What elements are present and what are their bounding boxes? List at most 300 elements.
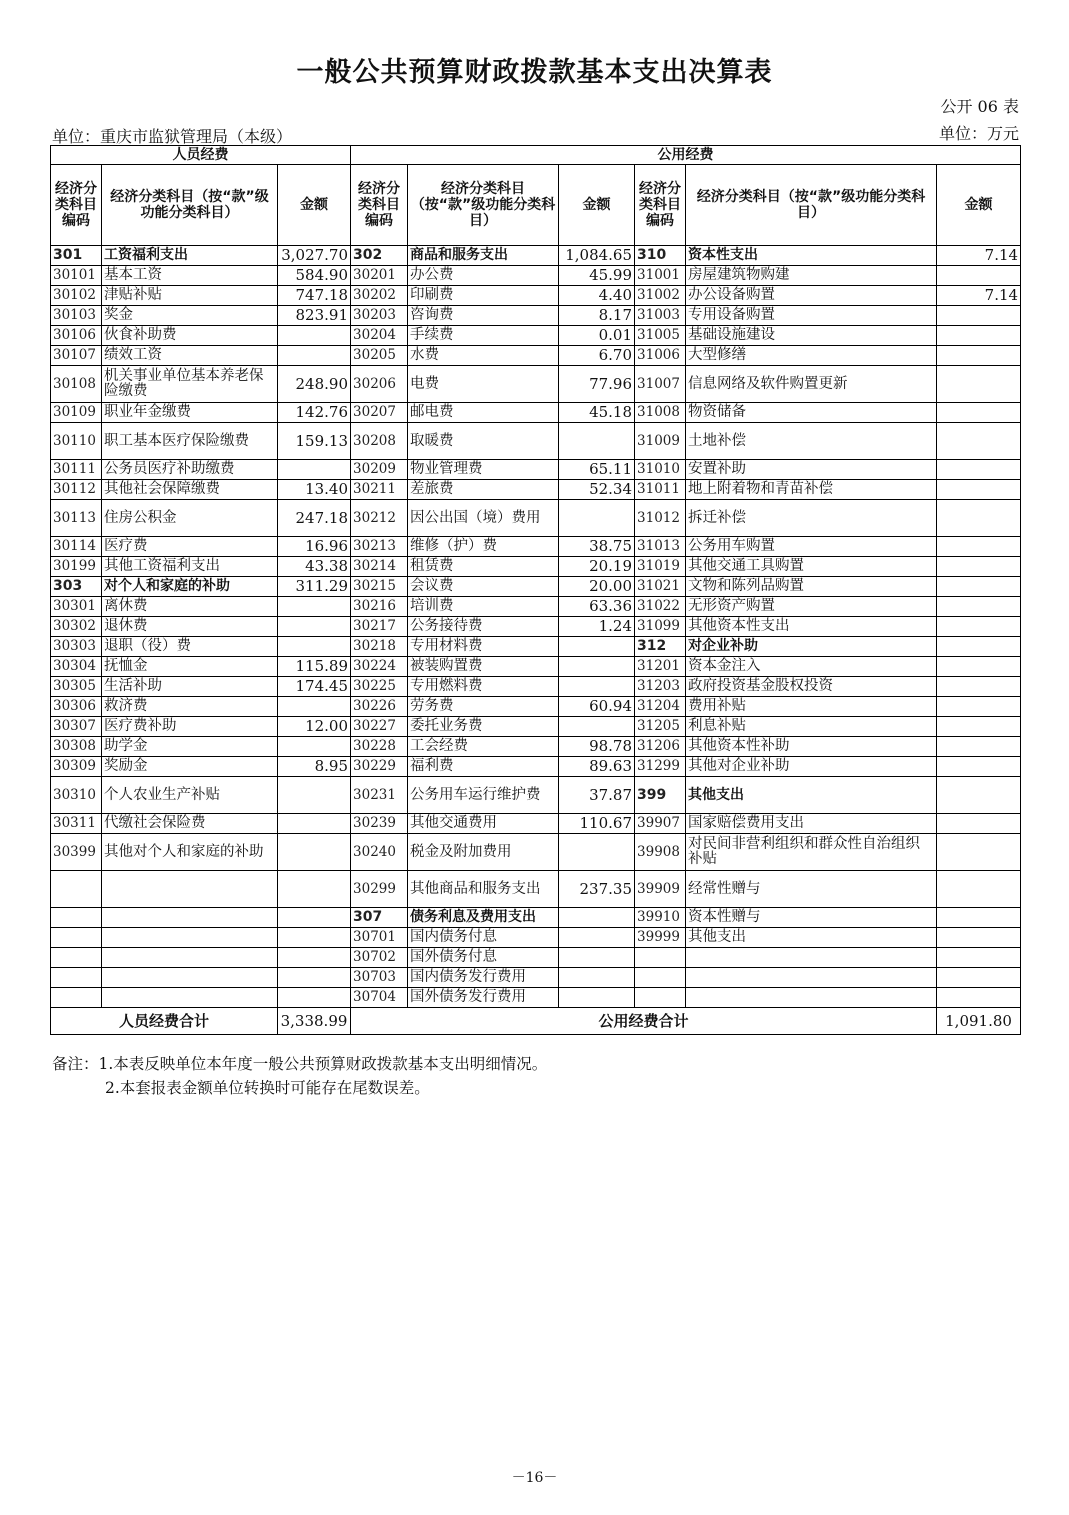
table-row xyxy=(51,366,1021,403)
amount-cell xyxy=(937,697,1021,717)
table-row xyxy=(51,266,1021,286)
amount-cell xyxy=(559,657,635,677)
subject-name-cell: 其他资本性支出 xyxy=(686,617,937,637)
subject-code-cell: 30218 xyxy=(351,637,408,657)
subject-code-cell: 31013 xyxy=(635,537,686,557)
subject-code-cell: 30212 xyxy=(351,500,408,537)
amount-cell: 16.96 xyxy=(278,537,351,557)
amount-cell xyxy=(278,326,351,346)
table-row xyxy=(51,968,1021,988)
subject-code-cell: 30308 xyxy=(51,737,102,757)
subject-code-cell: 302 xyxy=(351,246,408,266)
subject-name-cell: 专用设备购置 xyxy=(686,306,937,326)
subject-code-cell xyxy=(51,928,102,948)
amount-cell: 65.11 xyxy=(559,460,635,480)
amount-cell: 38.75 xyxy=(559,537,635,557)
amount-cell: 89.63 xyxy=(559,757,635,777)
subject-code-cell: 30703 xyxy=(351,968,408,988)
amount-cell: 1,084.65 xyxy=(559,246,635,266)
subject-name-cell: 维修（护）费 xyxy=(408,537,559,557)
subject-code-cell: 31009 xyxy=(635,423,686,460)
amount-cell xyxy=(937,403,1021,423)
amount-cell xyxy=(937,597,1021,617)
table-row xyxy=(51,948,1021,968)
amount-cell xyxy=(937,834,1021,871)
header-subject-3: 经济分类科目（按“款”级功能分类科目） xyxy=(686,165,937,246)
amount-cell: 247.18 xyxy=(278,500,351,537)
subject-code-cell: 31011 xyxy=(635,480,686,500)
notes xyxy=(52,1052,547,1100)
subject-code-cell: 307 xyxy=(351,908,408,928)
amount-cell xyxy=(937,757,1021,777)
personnel-total-amount: 3,338.99 xyxy=(278,1008,351,1035)
subject-code-cell: 30103 xyxy=(51,306,102,326)
amount-cell xyxy=(937,577,1021,597)
amount-cell: 174.45 xyxy=(278,677,351,697)
subject-code-cell: 30108 xyxy=(51,366,102,403)
subject-code-cell: 399 xyxy=(635,777,686,814)
amount-cell xyxy=(278,346,351,366)
table-row xyxy=(51,814,1021,834)
subject-name-cell: 经常性赠与 xyxy=(686,871,937,908)
subject-code-cell: 30399 xyxy=(51,834,102,871)
amount-cell xyxy=(937,677,1021,697)
subject-name-cell: 公务用车购置 xyxy=(686,537,937,557)
page-number: －16－ xyxy=(511,1470,558,1486)
subject-name-cell: 公务接待费 xyxy=(408,617,559,637)
amount-cell: 142.76 xyxy=(278,403,351,423)
subject-name-cell: 水费 xyxy=(408,346,559,366)
subject-code-cell: 30701 xyxy=(351,928,408,948)
subject-name-cell: 基础设施建设 xyxy=(686,326,937,346)
table-row xyxy=(51,717,1021,737)
subject-code-cell: 30114 xyxy=(51,537,102,557)
subject-code-cell: 310 xyxy=(635,246,686,266)
amount-cell: 20.19 xyxy=(559,557,635,577)
table-row xyxy=(51,246,1021,266)
subject-name-cell: 医疗费补助 xyxy=(102,717,278,737)
subject-name-cell: 安置补助 xyxy=(686,460,937,480)
subject-code-cell: 30110 xyxy=(51,423,102,460)
subject-code-cell: 30202 xyxy=(351,286,408,306)
subject-name-cell: 培训费 xyxy=(408,597,559,617)
amount-cell: 159.13 xyxy=(278,423,351,460)
amount-cell xyxy=(278,834,351,871)
subject-code-cell: 30704 xyxy=(351,988,408,1008)
amount-cell: 63.36 xyxy=(559,597,635,617)
subject-code-cell xyxy=(51,988,102,1008)
subject-name-cell: 对民间非营利组织和群众性自治组织补贴 xyxy=(686,834,937,871)
subject-code-cell: 31204 xyxy=(635,697,686,717)
subject-code-cell: 30216 xyxy=(351,597,408,617)
amount-cell xyxy=(937,948,1021,968)
subject-name-cell: 其他交通工具购置 xyxy=(686,557,937,577)
subject-name-cell: 电费 xyxy=(408,366,559,403)
subject-code-cell: 30303 xyxy=(51,637,102,657)
table-row xyxy=(51,757,1021,777)
subject-code-cell xyxy=(51,968,102,988)
subject-code-cell: 30302 xyxy=(51,617,102,637)
note-line-2: 2.本套报表金额单位转换时可能存在尾数误差。 xyxy=(105,1079,430,1097)
subject-code-cell: 30307 xyxy=(51,717,102,737)
amount-cell xyxy=(559,637,635,657)
amount-cell xyxy=(559,423,635,460)
subject-name-cell: 专用材料费 xyxy=(408,637,559,657)
amount-cell: 1.24 xyxy=(559,617,635,637)
subject-name-cell: 救济费 xyxy=(102,697,278,717)
subject-code-cell: 39999 xyxy=(635,928,686,948)
subject-name-cell: 差旅费 xyxy=(408,480,559,500)
subject-name-cell: 对个人和家庭的补助 xyxy=(102,577,278,597)
subject-name-cell: 租赁费 xyxy=(408,557,559,577)
header-row-groups xyxy=(51,146,1021,165)
amount-cell: 747.18 xyxy=(278,286,351,306)
table-row xyxy=(51,737,1021,757)
subject-name-cell: 政府投资基金股权投资 xyxy=(686,677,937,697)
amount-cell xyxy=(559,834,635,871)
amount-cell: 7.14 xyxy=(937,286,1021,306)
public-total-amount: 1,091.80 xyxy=(937,1008,1021,1035)
subject-name-cell: 其他交通费用 xyxy=(408,814,559,834)
subject-code-cell: 30301 xyxy=(51,597,102,617)
form-number: 公开 06 表 xyxy=(940,97,1019,116)
subject-name-cell: 生活补助 xyxy=(102,677,278,697)
subject-name-cell xyxy=(102,948,278,968)
amount-cell xyxy=(937,537,1021,557)
amount-cell: 52.34 xyxy=(559,480,635,500)
amount-cell xyxy=(278,908,351,928)
table-row xyxy=(51,537,1021,557)
subject-name-cell: 工会经费 xyxy=(408,737,559,757)
subject-code-cell: 31005 xyxy=(635,326,686,346)
subject-code-cell: 30207 xyxy=(351,403,408,423)
amount-cell xyxy=(937,968,1021,988)
amount-cell xyxy=(937,657,1021,677)
subject-name-cell: 其他资本性补助 xyxy=(686,737,937,757)
subject-name-cell: 无形资产购置 xyxy=(686,597,937,617)
subject-code-cell: 30306 xyxy=(51,697,102,717)
subject-code-cell xyxy=(635,988,686,1008)
amount-cell: 0.01 xyxy=(559,326,635,346)
subject-name-cell: 债务利息及费用支出 xyxy=(408,908,559,928)
amount-cell xyxy=(937,480,1021,500)
amount-cell: 60.94 xyxy=(559,697,635,717)
subject-name-cell xyxy=(102,908,278,928)
subject-name-cell: 伙食补助费 xyxy=(102,326,278,346)
amount-cell xyxy=(937,366,1021,403)
subject-code-cell: 30304 xyxy=(51,657,102,677)
subject-name-cell: 奖金 xyxy=(102,306,278,326)
header-amount-3: 金额 xyxy=(937,165,1021,246)
amount-cell xyxy=(937,814,1021,834)
subject-code-cell: 301 xyxy=(51,246,102,266)
amount-cell xyxy=(937,988,1021,1008)
subject-name-cell: 资本性赠与 xyxy=(686,908,937,928)
amount-cell: 98.78 xyxy=(559,737,635,757)
subject-code-cell: 31205 xyxy=(635,717,686,737)
amount-cell: 584.90 xyxy=(278,266,351,286)
subject-code-cell: 30203 xyxy=(351,306,408,326)
subject-code-cell: 30107 xyxy=(51,346,102,366)
amount-cell xyxy=(278,948,351,968)
header-public: 公用经费 xyxy=(351,146,1021,165)
subject-name-cell: 工资福利支出 xyxy=(102,246,278,266)
subject-code-cell: 31203 xyxy=(635,677,686,697)
table-row xyxy=(51,677,1021,697)
subject-name-cell: 办公设备购置 xyxy=(686,286,937,306)
subject-name-cell xyxy=(102,871,278,908)
amount-cell: 7.14 xyxy=(937,246,1021,266)
amount-cell xyxy=(937,346,1021,366)
subject-name-cell: 其他社会保障缴费 xyxy=(102,480,278,500)
subject-name-cell: 对企业补助 xyxy=(686,637,937,657)
subject-code-cell: 30239 xyxy=(351,814,408,834)
subject-code-cell: 30208 xyxy=(351,423,408,460)
subject-code-cell: 39909 xyxy=(635,871,686,908)
subject-code-cell xyxy=(51,908,102,928)
subject-code-cell: 30702 xyxy=(351,948,408,968)
subject-code-cell xyxy=(635,968,686,988)
subject-name-cell: 福利费 xyxy=(408,757,559,777)
subject-code-cell: 30240 xyxy=(351,834,408,871)
subject-code-cell xyxy=(635,948,686,968)
subject-code-cell: 30209 xyxy=(351,460,408,480)
amount-cell: 248.90 xyxy=(278,366,351,403)
subject-name-cell: 被装购置费 xyxy=(408,657,559,677)
subject-code-cell: 30106 xyxy=(51,326,102,346)
subject-name-cell: 助学金 xyxy=(102,737,278,757)
subject-name-cell: 税金及附加费用 xyxy=(408,834,559,871)
amount-cell: 43.38 xyxy=(278,557,351,577)
subject-code-cell: 39907 xyxy=(635,814,686,834)
subject-name-cell: 奖励金 xyxy=(102,757,278,777)
subject-code-cell: 31001 xyxy=(635,266,686,286)
amount-cell xyxy=(559,677,635,697)
subject-name-cell: 其他对企业补助 xyxy=(686,757,937,777)
subject-name-cell: 抚恤金 xyxy=(102,657,278,677)
header-amount: 金额 xyxy=(278,165,351,246)
table-row xyxy=(51,637,1021,657)
subject-name-cell: 拆迁补偿 xyxy=(686,500,937,537)
subject-name-cell: 国外债务发行费用 xyxy=(408,988,559,1008)
subject-code-cell: 30305 xyxy=(51,677,102,697)
table-row xyxy=(51,597,1021,617)
subject-name-cell: 其他对个人和家庭的补助 xyxy=(102,834,278,871)
subject-name-cell: 信息网络及软件购置更新 xyxy=(686,366,937,403)
subject-code-cell: 31006 xyxy=(635,346,686,366)
subject-code-cell: 30215 xyxy=(351,577,408,597)
subject-name-cell xyxy=(102,968,278,988)
amount-cell xyxy=(937,928,1021,948)
table-row xyxy=(51,697,1021,717)
public-total-label: 公用经费合计 xyxy=(351,1008,937,1035)
subject-code-cell: 30214 xyxy=(351,557,408,577)
table-row xyxy=(51,617,1021,637)
subject-name-cell: 办公费 xyxy=(408,266,559,286)
subject-name-cell: 房屋建筑物购建 xyxy=(686,266,937,286)
subject-code-cell: 30112 xyxy=(51,480,102,500)
table-row xyxy=(51,346,1021,366)
subject-name-cell xyxy=(102,928,278,948)
subject-code-cell xyxy=(51,948,102,968)
subject-name-cell: 基本工资 xyxy=(102,266,278,286)
subject-name-cell xyxy=(102,988,278,1008)
amount-cell: 823.91 xyxy=(278,306,351,326)
subject-code-cell: 31010 xyxy=(635,460,686,480)
table-row xyxy=(51,577,1021,597)
subject-name-cell: 地上附着物和青苗补偿 xyxy=(686,480,937,500)
subject-code-cell: 30217 xyxy=(351,617,408,637)
amount-cell xyxy=(278,617,351,637)
subject-code-cell: 30310 xyxy=(51,777,102,814)
amount-cell xyxy=(937,460,1021,480)
header-code-3: 经济分类科目编码 xyxy=(635,165,686,246)
subject-name-cell: 费用补贴 xyxy=(686,697,937,717)
amount-cell xyxy=(278,737,351,757)
subject-name-cell: 其他支出 xyxy=(686,777,937,814)
amount-cell xyxy=(937,908,1021,928)
subject-code-cell: 31022 xyxy=(635,597,686,617)
subject-name-cell: 利息补贴 xyxy=(686,717,937,737)
table-row xyxy=(51,306,1021,326)
subject-name-cell: 委托业务费 xyxy=(408,717,559,737)
subject-name-cell: 机关事业单位基本养老保险缴费 xyxy=(102,366,278,403)
amount-cell xyxy=(559,717,635,737)
table-row xyxy=(51,286,1021,306)
amount-cell xyxy=(278,968,351,988)
amount-cell xyxy=(937,717,1021,737)
subject-code-cell: 30101 xyxy=(51,266,102,286)
subject-name-cell: 其他工资福利支出 xyxy=(102,557,278,577)
amount-cell xyxy=(559,988,635,1008)
subject-code-cell: 30226 xyxy=(351,697,408,717)
header-row-columns xyxy=(51,165,1021,246)
subject-name-cell: 专用燃料费 xyxy=(408,677,559,697)
amount-cell xyxy=(278,928,351,948)
subject-code-cell: 31002 xyxy=(635,286,686,306)
subject-code-cell: 30299 xyxy=(351,871,408,908)
subject-code-cell: 31299 xyxy=(635,757,686,777)
subject-name-cell: 因公出国（境）费用 xyxy=(408,500,559,537)
subject-code-cell: 31201 xyxy=(635,657,686,677)
subject-name-cell: 劳务费 xyxy=(408,697,559,717)
expenditure-table xyxy=(50,145,1021,1035)
subject-name-cell: 会议费 xyxy=(408,577,559,597)
personnel-total-label: 人员经费合计 xyxy=(51,1008,278,1035)
amount-cell: 4.40 xyxy=(559,286,635,306)
subject-code-cell: 31008 xyxy=(635,403,686,423)
subject-code-cell: 30111 xyxy=(51,460,102,480)
amount-cell: 45.18 xyxy=(559,403,635,423)
subject-name-cell: 大型修缮 xyxy=(686,346,937,366)
subject-name-cell: 商品和服务支出 xyxy=(408,246,559,266)
amount-cell xyxy=(937,306,1021,326)
subject-name-cell: 物业管理费 xyxy=(408,460,559,480)
header-code: 经济分类科目编码 xyxy=(51,165,102,246)
subject-name-cell: 资本金注入 xyxy=(686,657,937,677)
subject-name-cell xyxy=(686,968,937,988)
amount-cell: 3,027.70 xyxy=(278,246,351,266)
table-row xyxy=(51,423,1021,460)
amount-cell xyxy=(559,500,635,537)
subject-name-cell: 住房公积金 xyxy=(102,500,278,537)
subject-name-cell: 公务用车运行维护费 xyxy=(408,777,559,814)
subject-name-cell: 绩效工资 xyxy=(102,346,278,366)
amount-cell xyxy=(278,697,351,717)
subject-name-cell: 物资储备 xyxy=(686,403,937,423)
amount-cell xyxy=(278,460,351,480)
subject-name-cell: 咨询费 xyxy=(408,306,559,326)
header-subject-2: 经济分类科目（按“款”级功能分类科目） xyxy=(408,165,559,246)
subject-name-cell: 国内债务发行费用 xyxy=(408,968,559,988)
subject-code-cell: 30211 xyxy=(351,480,408,500)
table-row xyxy=(51,460,1021,480)
amount-cell xyxy=(278,988,351,1008)
subject-name-cell xyxy=(686,948,937,968)
table-row xyxy=(51,480,1021,500)
amount-cell: 45.99 xyxy=(559,266,635,286)
subject-name-cell: 离休费 xyxy=(102,597,278,617)
table-row xyxy=(51,871,1021,908)
subject-code-cell: 30204 xyxy=(351,326,408,346)
subject-code-cell: 30206 xyxy=(351,366,408,403)
subject-code-cell: 31099 xyxy=(635,617,686,637)
subject-code-cell: 30199 xyxy=(51,557,102,577)
amount-cell: 110.67 xyxy=(559,814,635,834)
amount-cell xyxy=(278,814,351,834)
amount-cell xyxy=(937,423,1021,460)
amount-cell: 20.00 xyxy=(559,577,635,597)
subject-code-cell: 30311 xyxy=(51,814,102,834)
subject-name-cell: 个人农业生产补贴 xyxy=(102,777,278,814)
subject-name-cell: 退职（役）费 xyxy=(102,637,278,657)
subject-code-cell xyxy=(51,871,102,908)
amount-cell: 311.29 xyxy=(278,577,351,597)
unit-money: 单位：万元 xyxy=(938,124,1019,143)
totals-row xyxy=(51,1008,1021,1035)
subject-code-cell: 30231 xyxy=(351,777,408,814)
subject-code-cell: 30113 xyxy=(51,500,102,537)
amount-cell xyxy=(937,737,1021,757)
subject-code-cell: 312 xyxy=(635,637,686,657)
amount-cell: 115.89 xyxy=(278,657,351,677)
subject-code-cell: 31019 xyxy=(635,557,686,577)
table-row xyxy=(51,557,1021,577)
amount-cell xyxy=(937,500,1021,537)
unit-organization: 单位：重庆市监狱管理局（本级） xyxy=(52,127,293,146)
subject-code-cell: 30213 xyxy=(351,537,408,557)
subject-name-cell: 医疗费 xyxy=(102,537,278,557)
amount-cell xyxy=(559,908,635,928)
subject-code-cell: 30109 xyxy=(51,403,102,423)
subject-code-cell: 31012 xyxy=(635,500,686,537)
amount-cell xyxy=(937,777,1021,814)
amount-cell: 13.40 xyxy=(278,480,351,500)
subject-name-cell: 津贴补贴 xyxy=(102,286,278,306)
subject-name-cell: 印刷费 xyxy=(408,286,559,306)
amount-cell: 12.00 xyxy=(278,717,351,737)
subject-code-cell: 30224 xyxy=(351,657,408,677)
amount-cell xyxy=(937,557,1021,577)
subject-name-cell: 退休费 xyxy=(102,617,278,637)
subject-code-cell: 39910 xyxy=(635,908,686,928)
subject-name-cell: 邮电费 xyxy=(408,403,559,423)
amount-cell: 237.35 xyxy=(559,871,635,908)
note-line-1: 备注：1.本表反映单位本年度一般公共预算财政拨款基本支出明细情况。 xyxy=(52,1055,548,1073)
header-code-2: 经济分类科目编码 xyxy=(351,165,408,246)
header-subject: 经济分类科目（按“款”级功能分类科目） xyxy=(102,165,278,246)
amount-cell xyxy=(559,948,635,968)
